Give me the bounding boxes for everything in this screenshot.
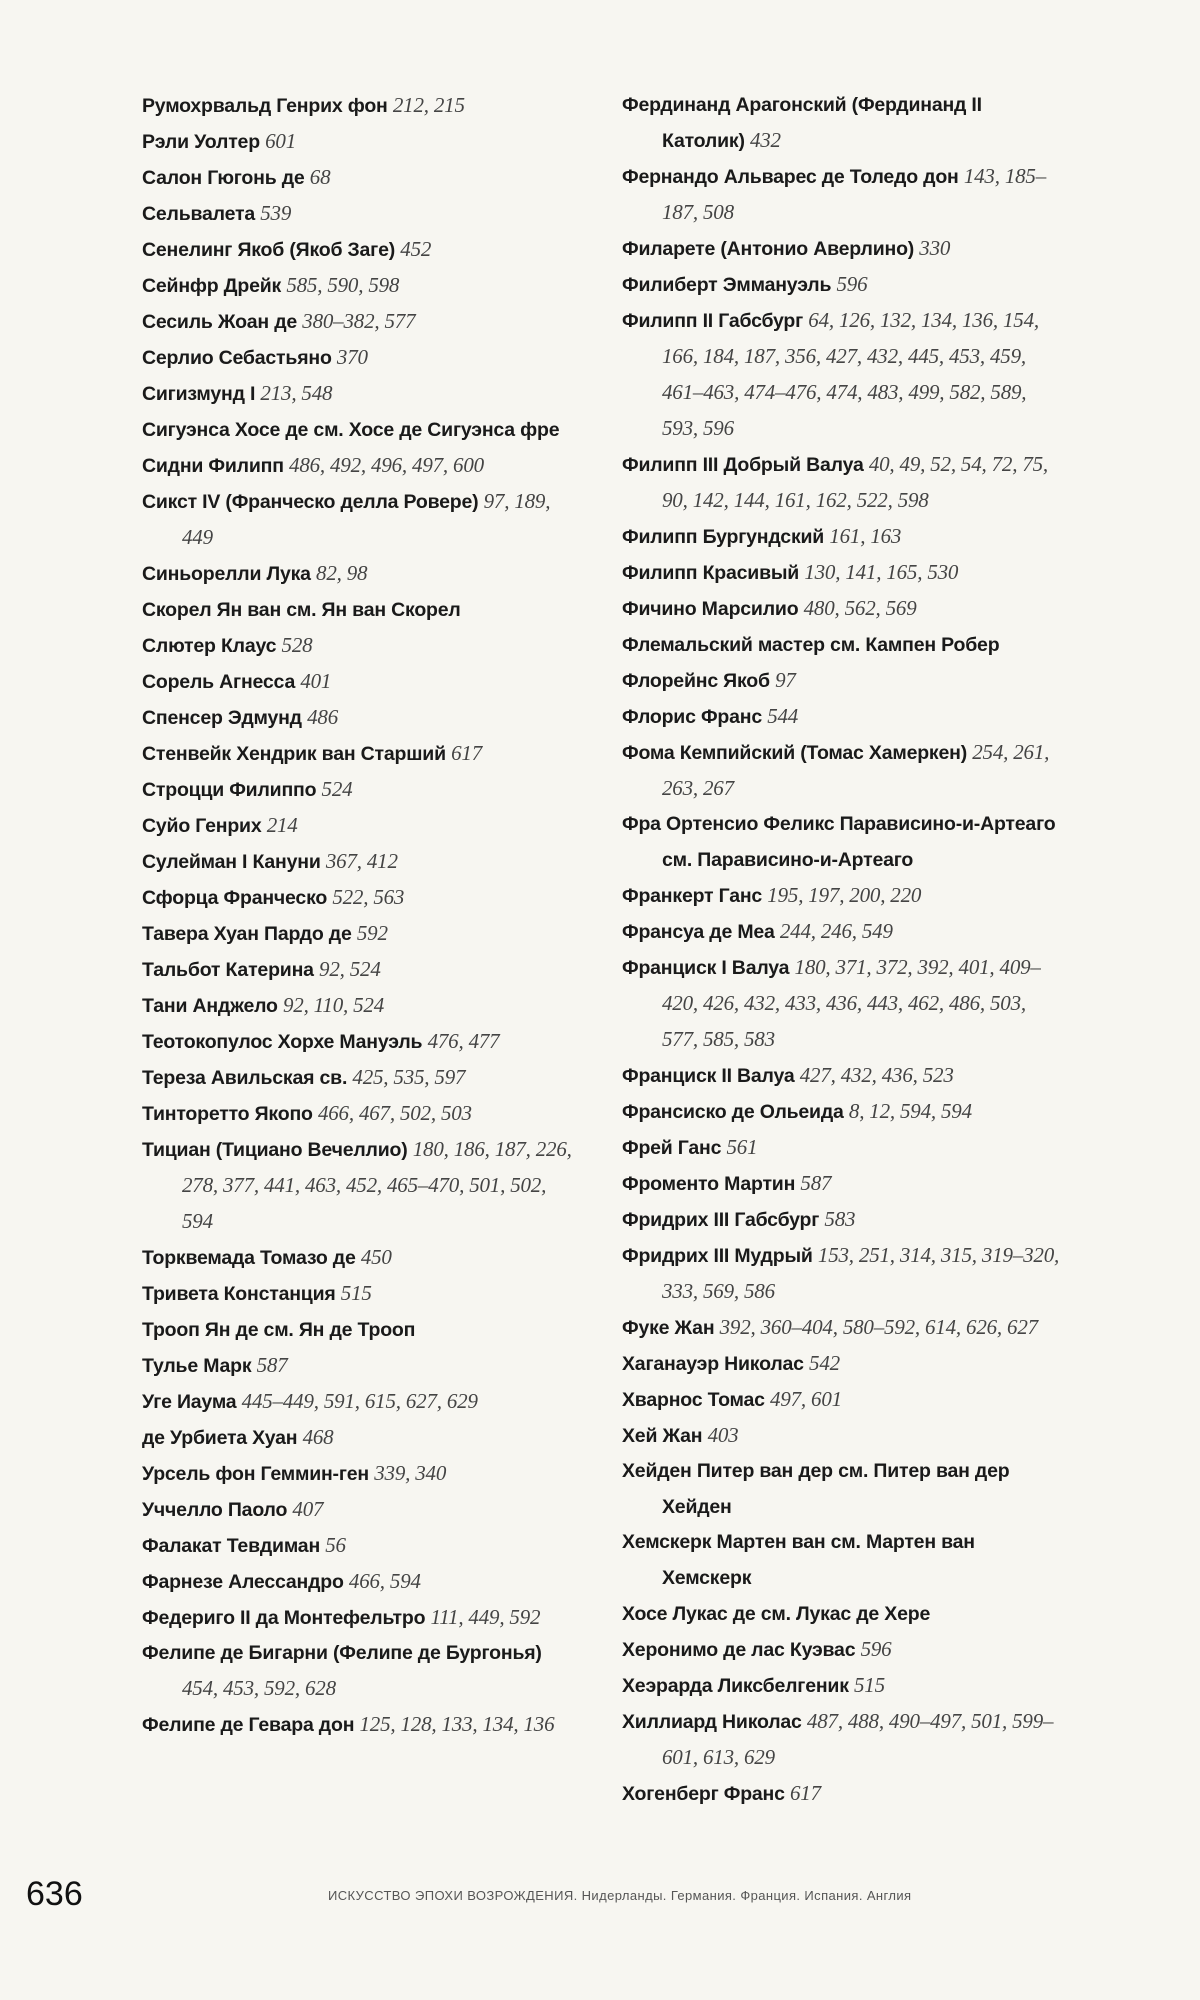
entry-name: Фома Кемпийский (Томас Хамеркен) [622, 742, 968, 764]
entry-pages: 8, 12, 594, 594 [848, 1099, 972, 1123]
entry-pages: 401 [300, 669, 332, 693]
entry-pages: 466, 467, 502, 503 [317, 1101, 472, 1125]
index-entry [142, 1600, 582, 1636]
index-entry [142, 484, 582, 556]
index-entry [142, 988, 582, 1024]
index-entry [622, 159, 1062, 231]
page-number: 636 [26, 1875, 83, 1913]
entry-name: Хварнос Томас [622, 1389, 765, 1411]
entry-name: Фердинанд Арагонский (Фердинанд II Католик) [622, 94, 982, 152]
entry-pages: 403 [707, 1423, 739, 1447]
entry-pages: 367, 412 [325, 849, 398, 873]
index-entry [622, 519, 1062, 555]
entry-pages: 596 [860, 1637, 892, 1661]
running-footer: ИСКУССТВО ЭПОХИ ВОЗРОЖДЕНИЯ. Нидерланды. Германия. Франция. Испания. Англия [328, 1888, 912, 1903]
entry-pages: 213, 548 [260, 381, 333, 405]
entry-name: Хей Жан [622, 1425, 703, 1447]
index-entry [142, 592, 582, 628]
entry-name: Сейнфр Дрейк [142, 275, 282, 297]
index-entry [622, 591, 1062, 627]
entry-pages: 524 [321, 777, 353, 801]
index-entry [622, 1094, 1062, 1130]
entry-name: Филипп II Габсбург [622, 310, 804, 332]
index-entry [622, 231, 1062, 267]
entry-pages: 195, 197, 200, 220 [767, 883, 922, 907]
entry-pages: 539 [260, 201, 292, 225]
entry-name: Скорел Ян ван см. Ян ван Скорел [142, 599, 461, 621]
index-entry [142, 412, 582, 448]
entry-name: Фалакат Тевдиман [142, 1535, 321, 1557]
entry-pages: 522, 563 [332, 885, 405, 909]
entry-pages: 601 [265, 129, 297, 153]
entry-name: Слютер Клаус [142, 635, 277, 657]
index-entry [622, 914, 1062, 950]
entry-pages: 515 [854, 1673, 885, 1697]
index-entry [622, 627, 1062, 663]
entry-name: Фуке Жан [622, 1317, 715, 1339]
index-entry [622, 807, 1062, 878]
entry-name: Урсель фон Геммин-ген [142, 1463, 370, 1485]
entry-pages: 92, 110, 524 [282, 993, 385, 1017]
index-entry [622, 699, 1062, 735]
index-entry [142, 196, 582, 232]
entry-pages: 130, 141, 165, 530 [804, 560, 959, 584]
index-entry [142, 1384, 582, 1420]
entry-pages: 425, 535, 597 [352, 1065, 466, 1089]
entry-name: Теотокопулос Хорхе Мануэль [142, 1031, 423, 1053]
index-entry [622, 1632, 1062, 1668]
entry-name: Фелипе де Бигарни (Фелипе де Бургонья) [142, 1642, 542, 1664]
entry-pages: 587 [256, 1353, 288, 1377]
entry-name: Сфорца Франческо [142, 887, 328, 909]
entry-pages: 585, 590, 598 [286, 273, 400, 297]
entry-name: Суйо Генрих [142, 815, 262, 837]
entry-name: Сулейман I Кануни [142, 851, 321, 873]
index-entry [142, 808, 582, 844]
entry-name: Херонимо де лас Куэвас [622, 1639, 856, 1661]
index-entry [142, 1312, 582, 1348]
entry-pages: 82, 98 [316, 561, 368, 585]
entry-name: Сесиль Жоан де [142, 311, 298, 333]
entry-pages: 454, 453, 592, 628 [182, 1676, 336, 1700]
entry-pages: 561 [726, 1135, 758, 1159]
index-entry [622, 735, 1062, 807]
entry-name: Тереза Авильская св. [142, 1067, 348, 1089]
entry-pages: 97 [775, 668, 796, 692]
entry-name: Сигуэнса Хосе де см. Хосе де Сигуэнса фре [142, 419, 560, 441]
entry-name: Хейден Питер ван дер см. Питер ван дер Хейден [622, 1460, 1010, 1518]
index-entry [142, 952, 582, 988]
index-entry [142, 556, 582, 592]
entry-pages: 56 [325, 1533, 346, 1557]
entry-pages: 445–449, 591, 615, 627, 629 [241, 1389, 478, 1413]
entry-pages: 68 [309, 165, 331, 189]
index-entry [142, 88, 582, 124]
entry-pages: 515 [340, 1281, 372, 1305]
entry-name: Салон Гюгонь де [142, 167, 305, 189]
entry-pages: 92, 524 [319, 957, 381, 981]
entry-pages: 125, 128, 133, 134, 136 [359, 1712, 555, 1736]
index-entry [622, 303, 1062, 447]
entry-name: Уге Иаума [142, 1391, 237, 1413]
entry-pages: 497, 601 [770, 1387, 842, 1411]
index-entry [142, 124, 582, 160]
entry-pages: 339, 340 [374, 1461, 447, 1485]
entry-pages: 596 [836, 272, 868, 296]
entry-pages: 487, 488, 490–497, 501, 599–601, 613, 629 [662, 1709, 1054, 1769]
entry-name: Франкерт Ганс [622, 885, 763, 907]
index-entry [142, 160, 582, 196]
entry-pages: 370 [336, 345, 368, 369]
entry-pages: 392, 360–404, 580–592, 614, 626, 627 [719, 1315, 1038, 1339]
entry-pages: 330 [919, 236, 951, 260]
entry-name: Хиллиард Николас [622, 1711, 802, 1733]
index-entry [622, 1202, 1062, 1238]
index-entry [622, 663, 1062, 699]
index-entry [142, 880, 582, 916]
entry-name: Хогенберг Франс [622, 1783, 785, 1805]
entry-pages: 583 [824, 1207, 856, 1231]
index-entry [622, 267, 1062, 303]
index-entry [142, 1132, 582, 1240]
index-entry [142, 916, 582, 952]
entry-name: Спенсер Эдмунд [142, 707, 302, 729]
entry-pages: 592 [356, 921, 388, 945]
entry-pages: 486 [307, 705, 338, 729]
index-entry [142, 1707, 582, 1743]
entry-pages: 617 [451, 741, 482, 765]
entry-pages: 528 [281, 633, 313, 657]
entry-name: Хаганауэр Николас [622, 1353, 804, 1375]
entry-pages: 542 [809, 1351, 840, 1375]
index-entry [142, 844, 582, 880]
index-entry [142, 1348, 582, 1384]
entry-name: Фелипе де Гевара дон [142, 1714, 355, 1736]
index-entry [142, 448, 582, 484]
index-entry [622, 950, 1062, 1058]
entry-pages: 153, 251, 314, 315, 319–320, 333, 569, 586 [662, 1243, 1060, 1303]
entry-name: Федериго II да Монтефельтро [142, 1607, 426, 1629]
entry-name: Тинторетто Якопо [142, 1103, 313, 1125]
entry-pages: 143, 185–187, 508 [662, 164, 1047, 224]
entry-name: Хемскерк Мартен ван см. Мартен ван Хемскерк [622, 1531, 975, 1589]
index-entry [142, 736, 582, 772]
index-entry [622, 1346, 1062, 1382]
entry-name: де Урбиета Хуан [142, 1427, 298, 1449]
entry-name: Флемальский мастер см. Кампен Робер [622, 634, 1000, 656]
entry-pages: 432 [749, 128, 781, 152]
index-column-right [622, 88, 1062, 1812]
entry-name: Франсуа де Меа [622, 921, 775, 943]
entry-pages: 486, 492, 496, 497, 600 [289, 453, 484, 477]
index-entry [142, 232, 582, 268]
entry-name: Фридрих III Габсбург [622, 1209, 820, 1231]
entry-name: Тривета Констанция [142, 1283, 336, 1305]
index-entry [622, 1596, 1062, 1632]
entry-name: Серлио Себастьяно [142, 347, 332, 369]
entry-name: Стенвейк Хендрик ван Старший [142, 743, 446, 765]
index-entry [622, 555, 1062, 591]
entry-name: Филипп Бургундский [622, 526, 825, 548]
entry-pages: 466, 594 [348, 1569, 421, 1593]
entry-pages: 244, 246, 549 [779, 919, 893, 943]
entry-name: Тулье Марк [142, 1355, 252, 1377]
index-entry [142, 1240, 582, 1276]
index-entry [142, 1420, 582, 1456]
index-entry [142, 1456, 582, 1492]
entry-name: Франсиско де Ольеида [622, 1101, 844, 1123]
index-entry [142, 268, 582, 304]
index-entry [622, 1668, 1062, 1704]
entry-name: Хосе Лукас де см. Лукас де Херe [622, 1603, 931, 1625]
index-entry [142, 628, 582, 664]
entry-name: Тавера Хуан Пардо де [142, 923, 352, 945]
entry-name: Фичино Марсилио [622, 598, 799, 620]
index-entry [142, 772, 582, 808]
entry-pages: 111, 449, 592 [430, 1605, 541, 1629]
entry-name: Румохрвальд Генрих фон [142, 95, 388, 117]
entry-name: Сигизмунд I [142, 383, 256, 405]
entry-pages: 40, 49, 52, 54, 72, 75, 90, 142, 144, 161, 162, 522, 598 [662, 452, 1048, 512]
entry-name: Сорель Агнесса [142, 671, 296, 693]
index-entry [622, 1382, 1062, 1418]
index-entry [142, 340, 582, 376]
index-entry [622, 878, 1062, 914]
entry-pages: 617 [790, 1781, 821, 1805]
entry-name: Франциск I Валуа [622, 957, 790, 979]
index-entry [622, 1310, 1062, 1346]
index-entry [622, 1238, 1062, 1310]
index-entry [142, 1528, 582, 1564]
index-entry [622, 1130, 1062, 1166]
entry-name: Фроменто Мартин [622, 1173, 796, 1195]
entry-pages: 407 [292, 1497, 324, 1521]
entry-pages: 452 [400, 237, 432, 261]
entry-pages: 480, 562, 569 [803, 596, 917, 620]
index-entry [142, 1096, 582, 1132]
entry-name: Строцци Филиппо [142, 779, 317, 801]
entry-name: Хеэрарда Ликсбелгеник [622, 1675, 849, 1697]
index-entry [142, 1636, 582, 1707]
entry-name: Фридрих III Мудрый [622, 1245, 813, 1267]
entry-name: Торквемада Томазо де [142, 1247, 356, 1269]
entry-name: Филипп Красивый [622, 562, 800, 584]
entry-pages: 180, 371, 372, 392, 401, 409–420, 426, 432, 433, 436, 443, 462, 486, 503, 577, 585, 583 [662, 955, 1041, 1051]
index-column-left [142, 88, 582, 1743]
entry-name: Сенелинг Якоб (Якоб Заге) [142, 239, 396, 261]
index-entry [142, 1276, 582, 1312]
entry-pages: 161, 163 [829, 524, 902, 548]
index-entry [622, 88, 1062, 159]
entry-name: Тани Анджело [142, 995, 278, 1017]
entry-pages: 476, 477 [427, 1029, 500, 1053]
entry-name: Уччелло Паоло [142, 1499, 288, 1521]
entry-name: Флорис Франс [622, 706, 762, 728]
entry-pages: 97, 189, 449 [182, 489, 551, 549]
entry-pages: 180, 186, 187, 226, 278, 377, 441, 463, 452, 465–470, 501, 502, 594 [182, 1137, 572, 1233]
entry-name: Тальбот Катерина [142, 959, 314, 981]
entry-name: Филиберт Эммануэль [622, 274, 832, 296]
entry-name: Фарнезе Алессандро [142, 1571, 344, 1593]
entry-name: Фра Ортенсио Феликс Парависино-и-Артеаго см. Парависино-и-Артеаго [622, 813, 1056, 871]
index-entry [142, 304, 582, 340]
entry-pages: 544 [767, 704, 799, 728]
index-entry [622, 1418, 1062, 1454]
entry-pages: 380–382, 577 [302, 309, 416, 333]
entry-name: Тициан (Тициано Вечеллио) [142, 1139, 408, 1161]
entry-name: Синьорелли Лука [142, 563, 311, 585]
index-entry [622, 1776, 1062, 1812]
entry-pages: 468 [302, 1425, 334, 1449]
entry-pages: 450 [360, 1245, 392, 1269]
index-entry [142, 700, 582, 736]
index-entry [622, 1525, 1062, 1596]
entry-name: Сидни Филипп [142, 455, 284, 477]
entry-name: Сикст IV (Франческо делла Ровере) [142, 491, 479, 513]
index-entry [622, 447, 1062, 519]
entry-pages: 427, 432, 436, 523 [799, 1063, 954, 1087]
entry-pages: 64, 126, 132, 134, 136, 154, 166, 184, 187, 356, 427, 432, 445, 453, 459, 461–463, 474–476, 474, 483, 499, 582, 589, 593, 596 [662, 308, 1039, 440]
index-entry [142, 1060, 582, 1096]
entry-pages: 214 [266, 813, 298, 837]
entry-name: Фрей Ганс [622, 1137, 722, 1159]
index-entry [622, 1166, 1062, 1202]
entry-name: Трооп Ян де см. Ян де Трооп [142, 1319, 416, 1341]
entry-pages: 212, 215 [392, 93, 465, 117]
entry-name: Рэли Уолтер [142, 131, 260, 153]
entry-name: Франциск II Валуа [622, 1065, 795, 1087]
entry-name: Фернандо Альварес де Толедо дон [622, 166, 959, 188]
index-entry [142, 664, 582, 700]
index-entry [142, 1564, 582, 1600]
entry-pages: 587 [800, 1171, 832, 1195]
index-entry [142, 376, 582, 412]
index-entry [622, 1454, 1062, 1525]
entry-name: Филипп III Добрый Валуа [622, 454, 864, 476]
entry-name: Флорейнс Якоб [622, 670, 770, 692]
index-entry [622, 1058, 1062, 1094]
index-entry [622, 1704, 1062, 1776]
entry-pages: 254, 261, 263, 267 [662, 740, 1050, 800]
index-entry [142, 1024, 582, 1060]
entry-name: Филарете (Антонио Аверлино) [622, 238, 915, 260]
index-entry [142, 1492, 582, 1528]
entry-name: Сельвалета [142, 203, 255, 225]
